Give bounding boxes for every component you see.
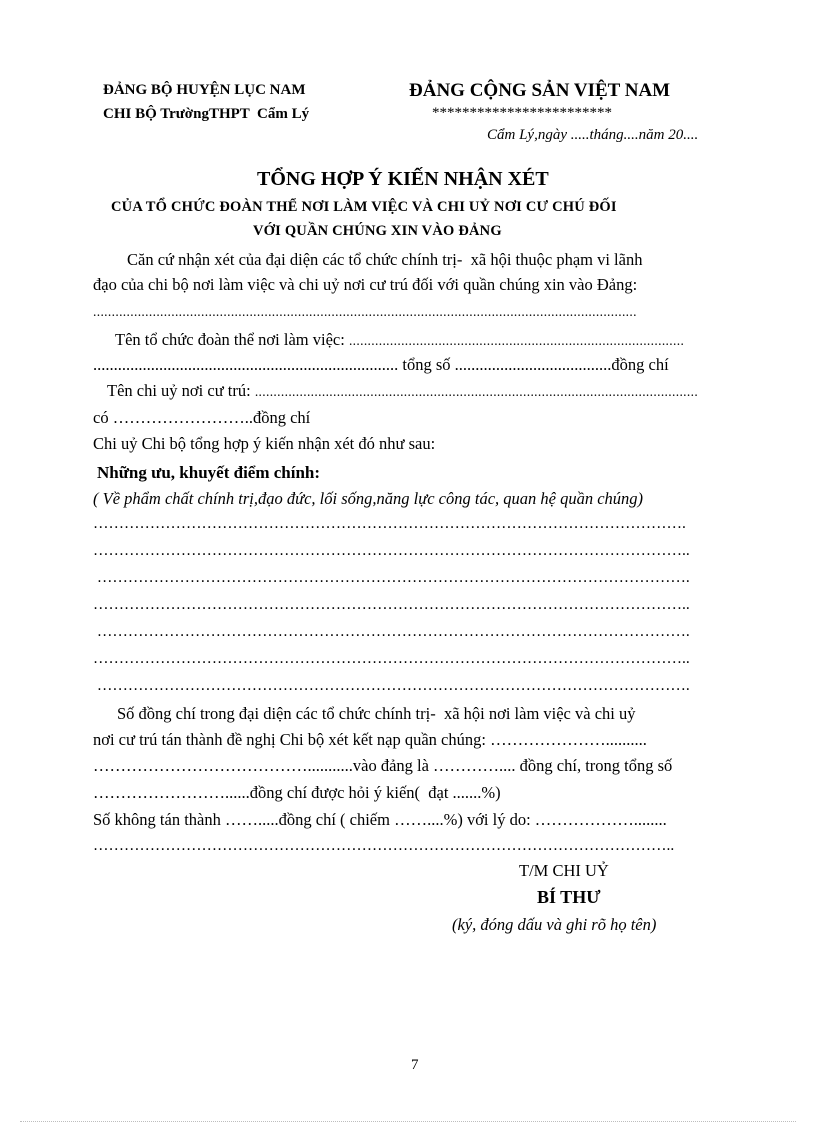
comment-line: ……………………………………………………………………………………………………. xyxy=(93,515,686,532)
signature-on-behalf: T/M CHI UỶ xyxy=(519,861,609,880)
party-cell: CHI BỘ TrườngTHPT Cẩm Lý xyxy=(103,106,310,122)
party-committee: ĐẢNG BỘ HUYỆN LỤC NAM xyxy=(103,82,306,98)
co-line: có ……………………..đồng chí xyxy=(93,408,311,427)
residence-fill: ....................................................................................................................... xyxy=(254,384,699,399)
comment-line: …………………………………………………………………………………………………….. xyxy=(93,542,690,559)
summary-line: Chi uỷ Chi bộ tổng hợp ý kiến nhận xét đó như sau: xyxy=(93,434,436,453)
document-subtitle-1: CỦA TỔ CHỨC ĐOÀN THỂ NƠI LÀM VIỆC VÀ CHI UỶ NƠI CƯ CHÚ ĐỐI xyxy=(111,199,617,215)
comment-line: ……………………………………………………………………………………………………. xyxy=(93,569,690,586)
signature-note: (ký, đóng dấu và ghi rõ họ tên) xyxy=(452,915,657,934)
intro-line-2: đạo của chi bộ nơi làm việc và chi uỷ nơi cư trú đối với quần chúng xin vào Đảng: xyxy=(93,275,638,294)
org-name-fill: .......................................................................................... xyxy=(348,333,685,348)
document-title: TỔNG HỢP Ý KIẾN NHẬN XÉT xyxy=(257,168,549,190)
vote-line-5: Số không tán thành …….....đồng chí ( chiếm ……....%) với lý do: ………………........ xyxy=(93,810,667,829)
vote-line-6: ………………………………………………………………………………………………….. xyxy=(93,837,675,854)
stars-line: ************************ xyxy=(432,105,612,121)
vote-line-1: Số đồng chí trong đại diện các tổ chức chính trị- xã hội nơi làm việc và chi uỷ xyxy=(117,704,636,723)
residence-label: Tên chi uỷ nơi cư trú: xyxy=(107,381,255,400)
page-bottom-divider xyxy=(20,1121,796,1122)
party-name: ĐẢNG CỘNG SẢN VIỆT NAM xyxy=(409,80,671,101)
org-name-row xyxy=(115,332,684,349)
intro-line-1: Căn cứ nhận xét của đại diện các tổ chức chính trị- xã hội thuộc phạm vi lãnh xyxy=(127,250,643,269)
intro-fill-line: .................................................................................................................................................. xyxy=(93,304,637,319)
date-line: Cẩm Lý,ngày .....tháng....năm 20.... xyxy=(487,127,699,143)
vote-line-4: ……………………......đồng chí được hỏi ý kiến( đạt .......%) xyxy=(93,783,501,802)
strengths-hint: ( Về phẩm chất chính trị,đạo đức, lối sống,năng lực công tác, quan hệ quần chúng) xyxy=(93,489,644,508)
comment-line: …………………………………………………………………………………………………….. xyxy=(93,596,690,613)
comment-line: …………………………………………………………………………………………………….. xyxy=(93,650,690,667)
residence-row xyxy=(107,383,698,400)
vote-line-3: …………………………………...........vào đảng là ………….... đồng chí, trong tổng số xyxy=(93,756,673,775)
strengths-heading: Những ưu, khuyết điểm chính: xyxy=(97,463,321,482)
page-number: 7 xyxy=(411,1057,419,1073)
comment-line: ……………………………………………………………………………………………………. xyxy=(93,623,690,640)
total-count-line: .......................................................................... tổng số ......................................đồng chí xyxy=(93,355,669,374)
comment-line: ……………………………………………………………………………………………………. xyxy=(93,677,690,694)
document-subtitle-2: VỚI QUẦN CHÚNG XIN VÀO ĐẢNG xyxy=(253,223,502,239)
org-name-label: Tên tổ chức đoàn thể nơi làm việc: xyxy=(115,330,349,349)
signature-position: BÍ THƯ xyxy=(537,887,601,907)
vote-line-2: nơi cư trú tán thành đề nghị Chi bộ xét kết nạp quần chúng: ………………….......... xyxy=(93,730,647,749)
